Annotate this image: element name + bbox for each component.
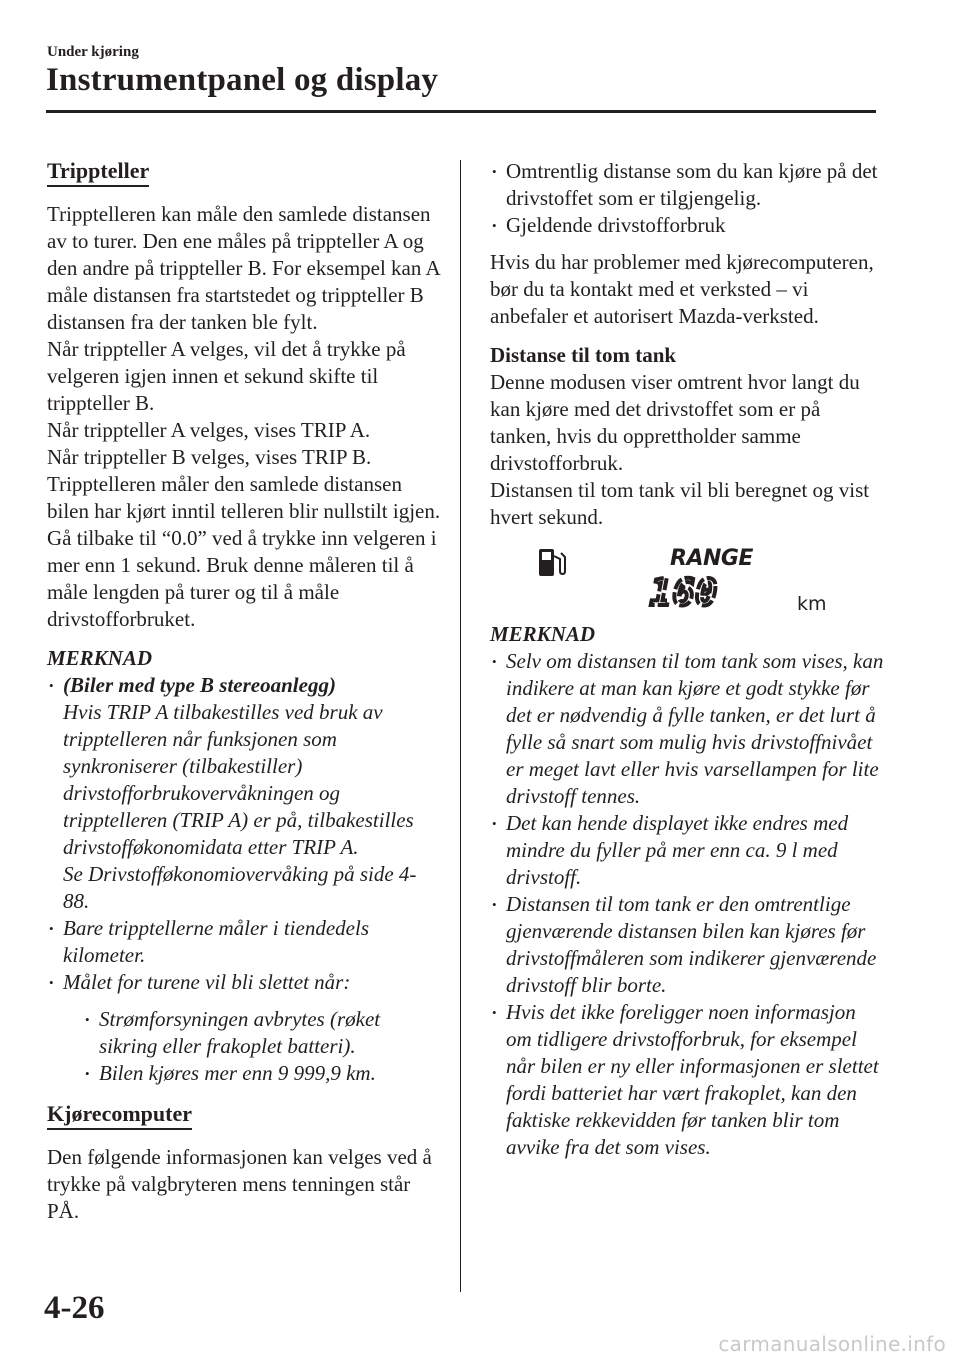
right-column — [490, 158, 885, 1161]
tripteller-heading: Trippteller — [47, 158, 149, 187]
note-title: (Biler med type B stereoanlegg) — [63, 673, 336, 697]
section-label: Under kjøring — [47, 44, 139, 60]
note-item: • Distansen til tom tank er den omtrentlige gjenværende distansen bilen kan kjøres før drivstoffmåleren som indikerer gjenværende drivstoff blir borte. — [490, 891, 885, 999]
info-list-item: • Omtrentlig distanse som du kan kjøre på det drivstoffet som er tilgjengelig. — [490, 158, 885, 212]
problems-paragraph: Hvis du har problemer med kjørecomputeren, bør du ta kontakt med et verksted – vi anbefaler et autorisert Mazda-verksted. — [490, 250, 874, 328]
sub-list-item: • Bilen kjøres mer enn 9 999,9 km. — [83, 1060, 442, 1087]
info-list — [490, 158, 885, 239]
tripteller-paragraph-2: Når trippteller A velges, vil det å trykke på velgeren igjen innen et sekund skifte til trippteller B. — [47, 337, 406, 415]
range-digits: 160 — [650, 573, 719, 611]
range-heading: Distanse til tom tank — [490, 343, 677, 367]
computer-heading: Kjørecomputer — [47, 1101, 192, 1130]
tripteller-paragraph-3: Når trippteller A velges, vises TRIP A. — [47, 418, 371, 442]
range-unit: km — [797, 593, 827, 615]
note-item — [47, 672, 442, 915]
note-heading: MERKNAD — [47, 646, 153, 670]
tripteller-paragraph-5: Tripptelleren måler den samlede distansen bilen har kjørt inntil telleren blir nullstilt igjen. Gå tilbake til “0.0” ved å trykke inn velgeren i mer enn 1 sekund. Bruk denne måleren til å måle lengden på turer og til å måle drivstofforbruket. — [47, 472, 441, 631]
note-list — [47, 672, 442, 1087]
range-value — [648, 569, 720, 611]
note-item: • Hvis det ikke foreligger noen informasjon om tidligere drivstofforbruk, for eksempel når bilen er ny eller informasjonen er slettet fordi batteriet har vært frakoplet, kan den faktiske rekkevidden før tanken blir tom avvike fra det som vises. — [490, 999, 885, 1161]
page-title: Instrumentpanel og display — [46, 62, 439, 98]
info-list-item: • Gjeldende drivstofforbruk — [490, 212, 885, 239]
note-item — [47, 969, 442, 1087]
computer-paragraph: Den følgende informasjonen kan velges ved å trykke på valgbryteren mens tenningen står PÅ. — [47, 1145, 432, 1223]
fuel-pump-icon — [537, 545, 567, 579]
tripteller-paragraph-4: Når trippteller B velges, vises TRIP B. — [47, 445, 372, 469]
range-paragraph-2: Distansen til tom tank vil bli beregnet og vist hvert sekund. — [490, 478, 870, 529]
sub-list-item: • Strømforsyningen avbrytes (røket sikring eller frakoplet batteri). — [83, 1006, 442, 1060]
range-paragraph-1: Denne modusen viser omtrent hvor langt du kan kjøre med det drivstoffet som er på tanken, hvis du opprettholder samme drivstofforbruk. — [490, 370, 860, 475]
left-column — [47, 158, 442, 1225]
note-text: Målet for turene vil bli slettet når: — [63, 970, 351, 994]
note-reference: Se Drivstofføkonomiovervåking på side 4-88. — [63, 862, 417, 913]
header-rule — [46, 110, 876, 113]
note-item: • Bare tripptellerne måler i tiendedels kilometer. — [47, 915, 442, 969]
watermark: carmanualsonline.info — [718, 1332, 946, 1356]
range-label: RANGE — [670, 546, 753, 571]
tripteller-paragraph-1: Tripptelleren kan måle den samlede distansen av to turer. Den ene måles på trippteller A og den andre på trippteller B. For eksempel kan A måle distansen fra startstedet og trippteller B distansen fra der tanken ble fylt. — [47, 202, 440, 334]
note-list — [490, 648, 885, 1161]
note-body: Hvis TRIP A tilbakestilles ved bruk av tripptelleren når funksjonen som synkroniserer (tilbakestiller) drivstofforbrukovervåkningen og tripptelleren (TRIP A) er på, tilbakestilles drivstofføkonomidata etter TRIP A. — [63, 700, 414, 859]
note-item: • Selv om distansen til tom tank som vises, kan indikere at man kan kjøre et godt stykke før det er nødvendig å fylle tanken, er det lurt å fylle så snart som mulig hvis drivstoffnivået er meget lavt eller hvis varsellampen for lite drivstoff tennes. — [490, 648, 885, 810]
sub-list — [83, 1006, 442, 1087]
page-number: 4-26 — [44, 1290, 105, 1326]
note-heading: MERKNAD — [490, 622, 596, 646]
column-divider — [460, 160, 461, 1292]
note-item: • Det kan hende displayet ikke endres med mindre du fyller på mer enn ca. 9 l med drivstoff. — [490, 810, 885, 891]
range-display — [490, 535, 885, 613]
